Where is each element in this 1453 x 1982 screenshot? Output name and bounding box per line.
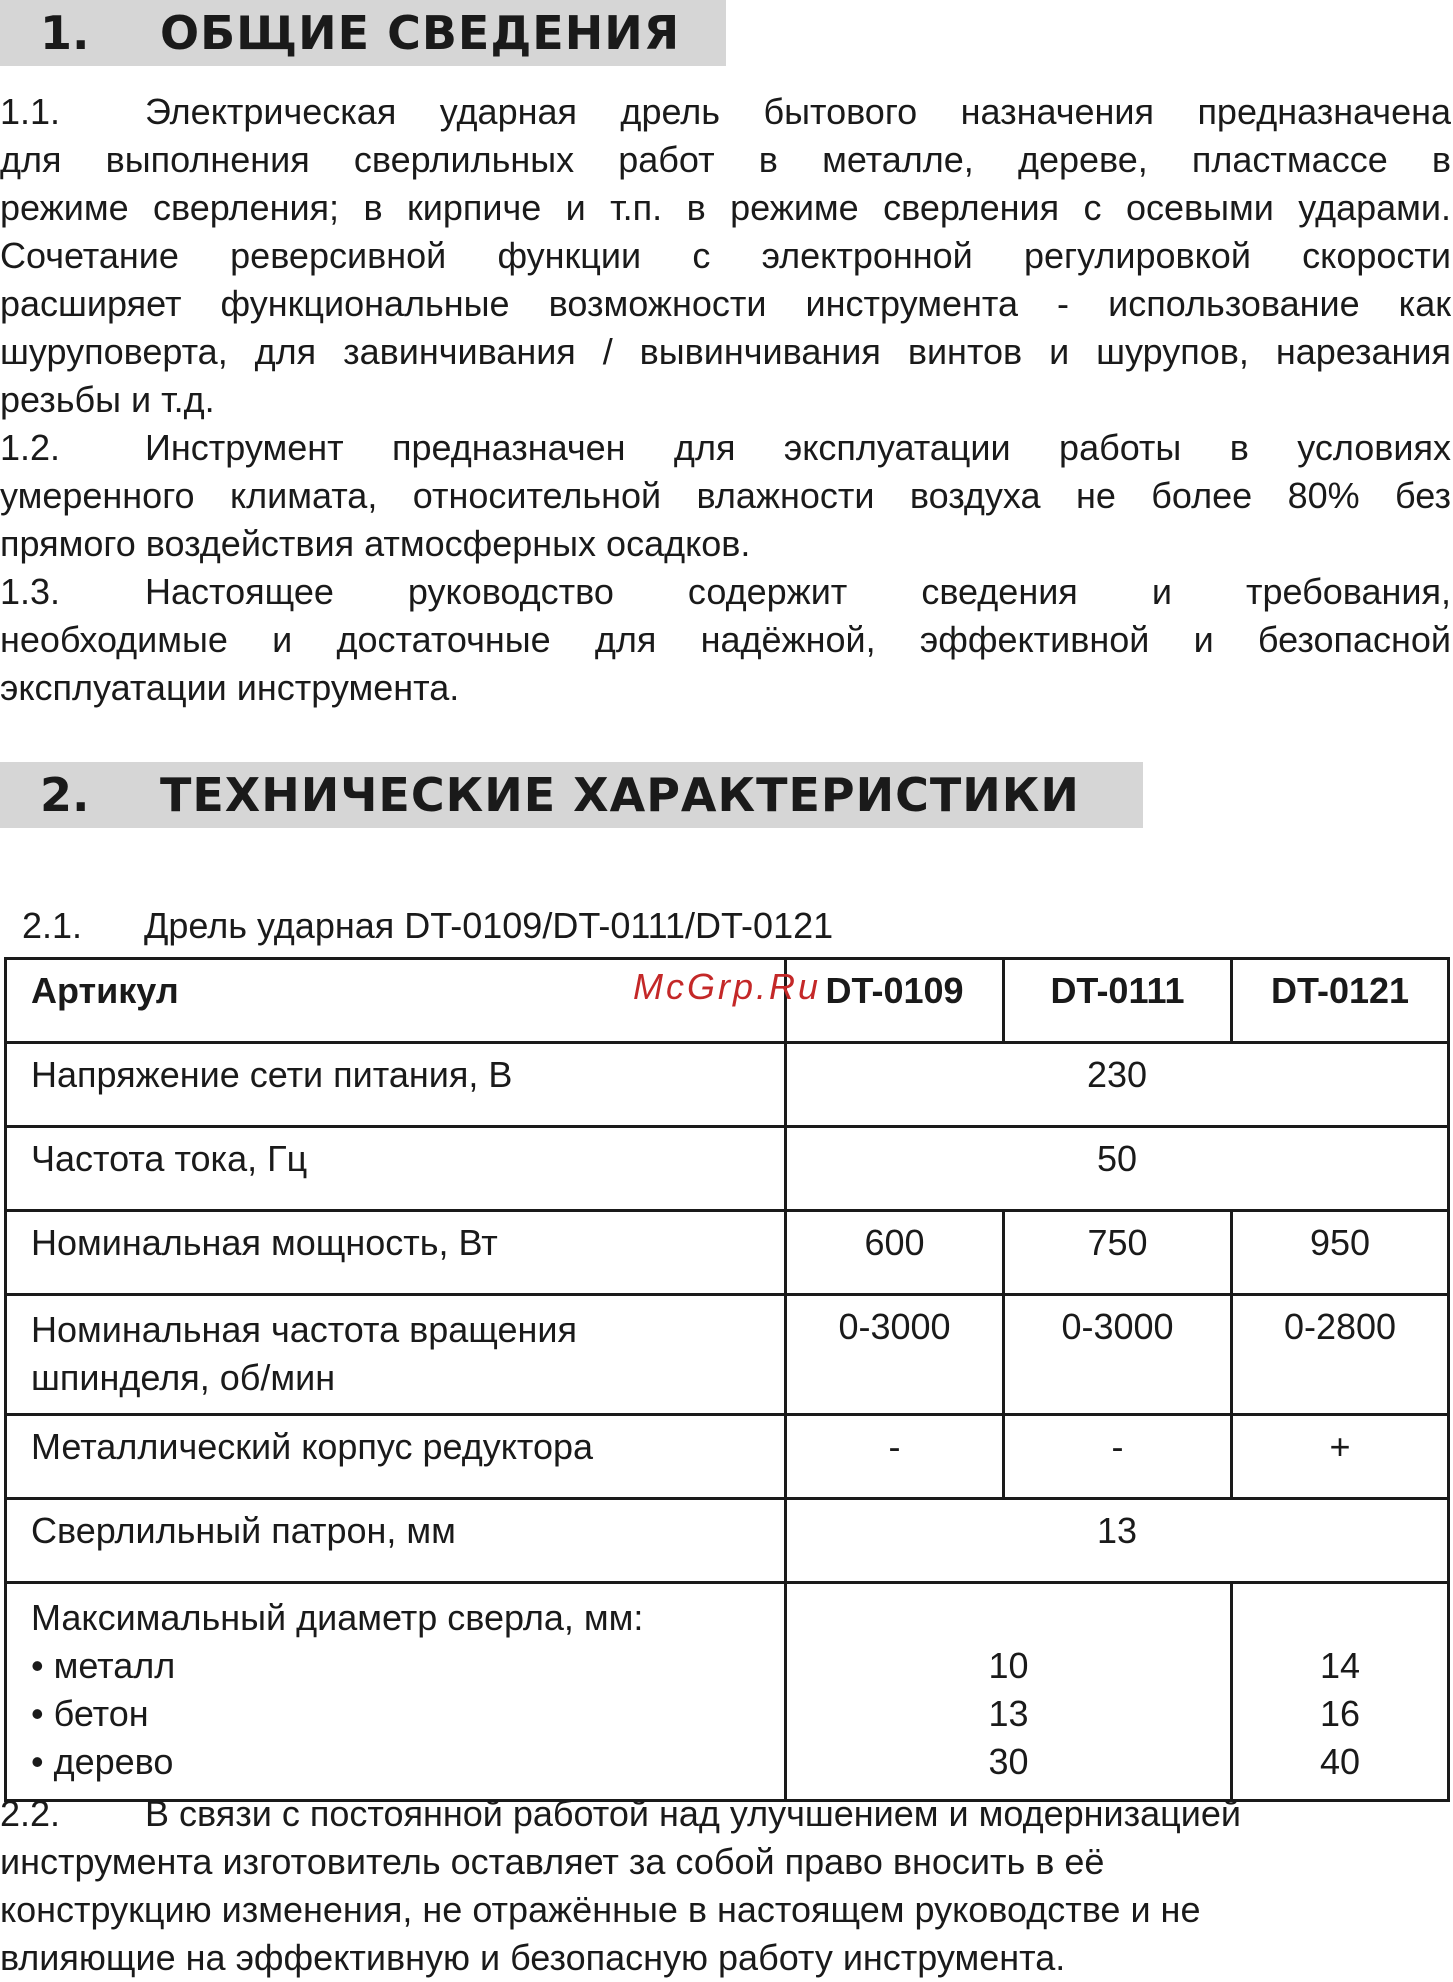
paragraph-line: 1.2. Инструмент предназначен для эксплуатации работы в условиях [0, 427, 1451, 468]
header-model-dt0109: DT-0109 [786, 959, 1004, 1043]
row-label: Номинальная мощность, Вт [6, 1211, 786, 1295]
section-2-number: 2. [40, 768, 90, 822]
paragraph-line: прямого воздействия атмосферных осадков. [0, 523, 751, 564]
row-value: 600 [786, 1211, 1004, 1295]
row-value: 750 [1004, 1211, 1232, 1295]
section-2-header [0, 762, 1143, 828]
paragraph-line: Сочетание реверсивной функции с электронной регулировкой скорости [0, 235, 1451, 276]
section-1-header [0, 0, 726, 66]
section-2-title: ТЕХНИЧЕСКИЕ ХАРАКТЕРИСТИКИ [160, 768, 1080, 822]
watermark-text: McGrp.Ru [633, 966, 822, 1007]
paragraph-line: шуруповерта, для завинчивания / вывинчивания винтов и шурупов, нарезания [0, 331, 1451, 372]
section-1-body [0, 88, 1451, 712]
paragraph-line: для выполнения сверлильных работ в металле, дереве, пластмассе в [0, 139, 1451, 180]
table-row-max-diameter [6, 1583, 1449, 1801]
list-item: • бетон [31, 1693, 149, 1734]
row-value: - [1004, 1415, 1232, 1499]
paragraph-line: 1.1. Электрическая ударная дрель бытового назначения предназначена [0, 91, 1451, 132]
section-1-number: 1. [40, 6, 90, 60]
row-label: Сверлильный патрон, мм [6, 1499, 786, 1583]
paragraph-line: режиме сверления; в кирпиче и т.п. в режиме сверления с осевыми ударами. [0, 187, 1451, 228]
table-row-power [6, 1211, 1449, 1295]
table-row-frequency [6, 1127, 1449, 1211]
table-caption [22, 902, 833, 950]
paragraph-line: умеренного климата, относительной влажности воздуха не более 80% без [0, 475, 1451, 516]
row-values-dt0121: 14 16 40 [1232, 1583, 1449, 1801]
header-article-label: Артикул [6, 959, 786, 1043]
row-label: Частота тока, Гц [6, 1127, 786, 1211]
table-caption-number: 2.1. [22, 905, 83, 946]
table-row-speed [6, 1295, 1449, 1415]
table-caption-text: Дрель ударная DT-0109/DT-0111/DT-0121 [144, 905, 834, 946]
row-value: 0-3000 [1004, 1295, 1232, 1415]
table-row-chuck [6, 1499, 1449, 1583]
row-label: Металлический корпус редуктора [6, 1415, 786, 1499]
row-value: 13 [786, 1499, 1449, 1583]
row-label: Напряжение сети питания, В [6, 1043, 786, 1127]
paragraph-line: эксплуатации инструмента. [0, 667, 460, 708]
paragraph-line: 1.3. Настоящее руководство содержит сведения и требования, [0, 571, 1451, 612]
header-model-dt0111: DT-0111 [1004, 959, 1232, 1043]
list-item: • металл [31, 1645, 176, 1686]
row-value: + [1232, 1415, 1449, 1499]
table-row-voltage [6, 1043, 1449, 1127]
paragraph-line: инструмента изготовитель оставляет за собой право вносить в её [0, 1841, 1105, 1882]
list-item: • дерево [31, 1741, 174, 1782]
section-2-note [0, 1790, 1451, 1982]
paragraph-line: конструкцию изменения, не отражённые в настоящем руководстве и не [0, 1889, 1201, 1930]
row-value: 0-3000 [786, 1295, 1004, 1415]
row-label: Максимальный диаметр сверла, мм: • металл • бетон • дерево [6, 1583, 786, 1801]
row-value: 230 [786, 1043, 1449, 1127]
section-1-title: ОБЩИЕ СВЕДЕНИЯ [160, 6, 681, 60]
paragraph-line: расширяет функциональные возможности инструмента - использование как [0, 283, 1451, 324]
row-label: Номинальная частота вращения шпинделя, об/мин [6, 1295, 786, 1415]
header-model-dt0121: DT-0121 [1232, 959, 1449, 1043]
specs-table [4, 957, 1450, 1802]
row-value: - [786, 1415, 1004, 1499]
row-value: 0-2800 [1232, 1295, 1449, 1415]
paragraph-line: резьбы и т.д. [0, 379, 215, 420]
paragraph-line: 2.2. В связи с постоянной работой над улучшением и модернизацией [0, 1793, 1242, 1834]
paragraph-line: влияющие на эффективную и безопасную работу инструмента. [0, 1937, 1066, 1978]
row-value: 50 [786, 1127, 1449, 1211]
table-row-metal-housing [6, 1415, 1449, 1499]
paragraph-line: необходимые и достаточные для надёжной, эффективной и безопасной [0, 619, 1451, 660]
row-values-dt0109-dt0111: 10 13 30 [786, 1583, 1232, 1801]
row-value: 950 [1232, 1211, 1449, 1295]
